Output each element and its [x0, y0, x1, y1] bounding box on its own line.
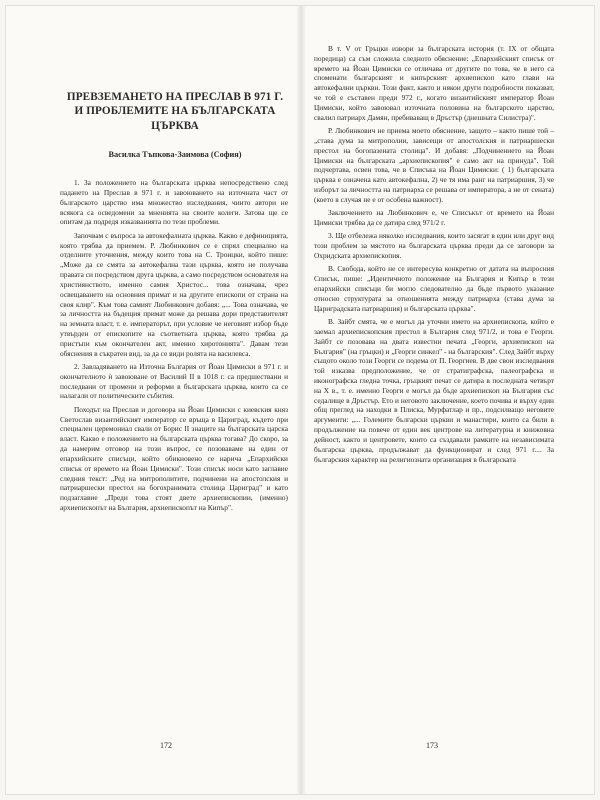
- article-title: [60, 90, 290, 133]
- right-page: [300, 6, 594, 794]
- paragraph: В. Зайбт смята, че е могъл да уточни името на архиепископа, който е заемал архиепископския престол в България след 971/2, и това е Георги. Зайбт се позовава на двата известни печата „Георги, архиепископ на България" (на гръцки) и „Георги синкел" - на българския". След Зайбт върху същото около този Георги се подема от П. Георгиев. В две свои изследвания той изказва предположение, че от стратиграфска, палеографска и иконографска гледна точка, гръцкият печат се датира в последната четвърт на Х в., т. е. именно Георги е могъл да бъде архиепископ на България със седалище в Дръстър. Ето и неговото заключение, което почива и върху един общ преглед на находки в Плиска, Мурфатлар и пр., подсилващо неговите аргументи: „... Големите български църкви и манастири, които са били в продължение на повече от един век центрове на литературна и книжовна дейност, както и центровете, които са създавали рамките на независимата българска църква, продължават да функционират и след 971 г.... За българския характер на религиозната организация в българската: [314, 317, 554, 464]
- article-author: Василка Тъпкова-Заимова (София): [108, 149, 242, 159]
- paragraph: Заключението на Любинкович е, че Списъкът от времето на Йоан Цимиски трябва да се датира след 971/2 г.: [314, 208, 554, 228]
- page-number: 173: [426, 741, 438, 751]
- paragraph: Р. Любинкович не приема моето обяснение, защото – както пише той – „става дума за митрополии, зависещи от апостолския и патриаршески престол на богопазената столица". И добавя: „Подчинението на Йоан Цимиски на българската „архиепископия" е само акт на принуда". Той подчертава, освен това, че в Списъка на Йоан Цимиски: ( 1) българската църква е означена като автокефална, 2) че тя има ранг на патриаршия, 3) че изборът за личността на патриарха се решава от императора, а не от сената) (което в случая не е от особена важност).: [314, 126, 554, 204]
- paragraph: 3. Ще отбележа няколко изследвания, които засягат в един или друг вид този проблем за мястото на българската църква преди да се заговори за Охридската архиепископия.: [314, 231, 554, 261]
- book-spread: [6, 6, 594, 794]
- paragraph: 1. За положението на българската църква непосредствено след падането на Преслав в 971 г. и завоюването на източната част от българското царство има множество изследвания, чиито автори не всякога са осведомени за мненията на своите колеги. Затова ще се опитам да подредя изказванията по тези проблеми.: [60, 178, 288, 227]
- title-line-1: ПРЕВЗЕМАНЕТО НА ПРЕСЛАВ В 971 Г.: [66, 91, 284, 103]
- paragraph: Започвам с въпроса за автокефалната църква. Какво е дефиницията, която трябва да приемем. Р. Любинкович се е спрял специално на отделните уточнения, между които това на С. Троицки, който пише: „Може да се смята за автокефална тази църква, която не получава правата си посредством друга църква, а само посредством основателя на християнството, именно самия Христос... това означава, чрез освещаването на основния примат и на другите епископи от страна на своя клир". Към това самият Любинкович добавя: „... Това означава, че за личността на бъдещия примат може да решава дори представителят на земната власт, т. е. императорът, при условие че неговият избор бъде утвърден от епископите на съответната църква, която трябва да пристъпи към окончателен акт, именно хиротонията". Давам тези обяснения в съкратен вид, за да се види ролята на василевса.: [60, 230, 288, 358]
- paragraph: В т. V от Гръцки извори за българската история (т. IX от общата поредица) са съм сложила следното обяснение: „Епархийският списък от времето на Йоан Цимиски се отличава от другите по това, че в него са споменати българският и кипърският архиепископ като глави на автокефални църкви. Този факт, както и някои други подробности показват, че той е съставен преди 972 г., когато византийският император Йоан Цимиски, който завоювал източната половина на българското царство, свалил патриарх Дамян, пребиваващ в Дръстър (днешната Силистра)".: [314, 44, 554, 122]
- paragraph: 2. Завладяването на Източна България от Йоан Цимиски в 971 г. и окончателното ѝ завоюване от Василий II в 1018 г. са предшествани и последвани от промени и реформи в българската църква, които са се налагали от политическите събития.: [60, 362, 288, 401]
- left-page: [6, 6, 300, 794]
- page-number: 172: [160, 741, 172, 751]
- paragraph: В. Свобода, който не се интересува конкретно от датата на въпросния Списък, пише: „Идентичното положение на България и Кипър в тези епархийски списъци би могло следователно да бъде първото указание относно структурата за отношенията между патриарха (става дума за Цариградската патриаршия) и българската църква".: [314, 264, 554, 313]
- title-line-2: И ПРОБЛЕМИТЕ НА БЪЛГАРСКАТА ЦЪРКВА: [74, 105, 276, 132]
- paragraph: Походът на Преслав и договора на Йоан Цимиски с киевския княз Светослав византийският император се връща в Цариград, където при специален церемониал свали от Борис II знаците на българската царска власт. Какво е положението на българската църква тогава? До скоро, за да намерим отговор на този въпрос, се позоваваме на един от епархийските списъци, който обикновено се нарича „Епархийски списък от времето на Йоан Цимиски". Този списък носи като заглавие следния текст: „Ред на митрополитите, подчинени на апостолския и патриаршески престол на богохранимата столица Цариград" и като подзаглавие „Преди това стоят двете архиепископии, (именно) архиепископът на България, архиепископът на Кипър".: [60, 404, 288, 513]
